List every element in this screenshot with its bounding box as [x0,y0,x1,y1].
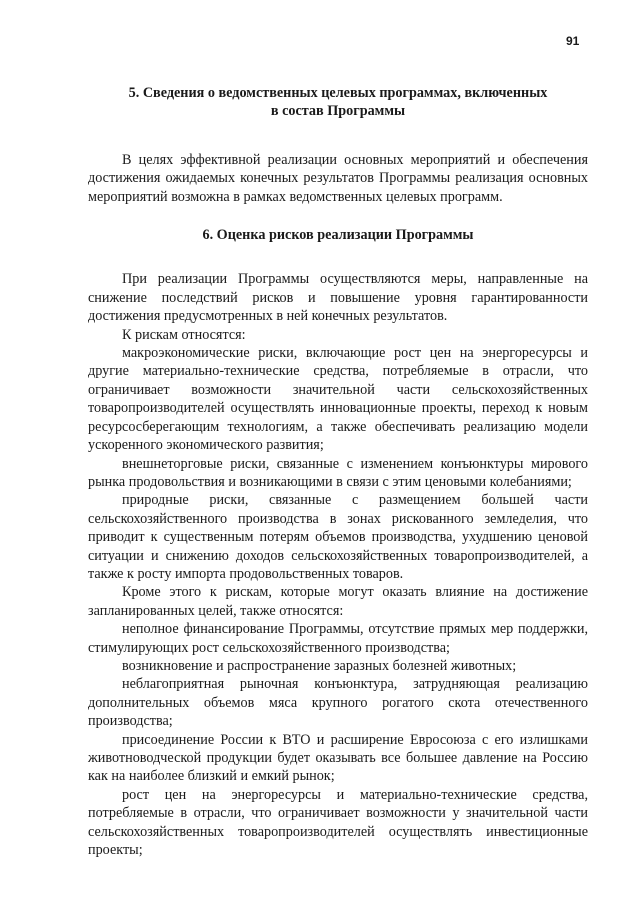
page-number: 91 [566,34,580,48]
additional-risk-financing: неполное финансирование Программы, отсутствие прямых мер поддержки, стимулирующих рост сельскохозяйственного производства; [88,621,588,656]
risk-item-macroeconomic: макроэкономические риски, включающие рост цен на энергоресурсы и другие материально-технические средства, потребляемые в отрасли, что ограничивает возможности значительной части сельскохозяйственных товаропроизводителей осуществлять инновационные проекты, переход к новым ресурсосберегающим технологиям, а также обеспечивать реализацию модели ускоренного экономического развития; [88,345,588,454]
section-6-intro: При реализации Программы осуществляются меры, направленные на снижение последствий рисков и повышение уровня гарантированности достижения предусмотренных в ней конечных результатов. [88,271,588,325]
section-5-paragraph: В целях эффективной реализации основных мероприятий и обеспечения достижения ожидаемых конечных результатов Программы реализация основных мероприятий возможна в рамках ведомственных целевых программ. [88,151,588,205]
section-5-title-line-1: 5. Сведения о ведомственных целевых программах, включенных [128,85,548,101]
section-5-title-line-2: в состав Программы [270,103,406,120]
section-5-heading [88,84,588,121]
additional-risk-wto: присоединение России к ВТО и расширение Евросоюза с его излишками животноводческой продукции будет оказывать все большее давление на Россию как на наиболее близкий и емкий рынок; [88,731,588,785]
additional-risks-lead: Кроме этого к рискам, которые могут оказать влияние на достижение запланированных целей, также относятся: [88,584,588,619]
risks-lead: К рискам относятся: [122,326,246,343]
additional-risk-energy-prices: рост цен на энергоресурсы и материально-технические средства, потребляемые в отрасли, что ограничивает возможности у значительной части сельскохозяйственных товаропроизводителей осуществлять инвестиционные проекты; [88,786,588,859]
additional-risk-diseases: возникновение и распространение заразных болезней животных; [122,657,517,674]
section-6-heading: 6. Оценка рисков реализации Программы [202,227,474,244]
document-body [88,74,588,859]
additional-risk-market: неблагоприятная рыночная конъюнктура, затрудняющая реализацию дополнительных объемов мяса крупного рогатого скота отечественного производства; [88,676,588,730]
risk-item-foreign-trade: внешнеторговые риски, связанные с изменением конъюнктуры мирового рынка продовольствия и возникающими в связи с этим ценовыми колебаниями; [88,455,588,490]
risk-item-natural: природные риски, связанные с размещением большей части сельскохозяйственного производства в зонах рискованного земледелия, что приводит к существенным потерям объемов производства, ухудшению ценовой ситуации и снижению доходов сельскохозяйственных товаропроизводителей, а также к росту импорта продовольственных товаров. [88,492,588,582]
